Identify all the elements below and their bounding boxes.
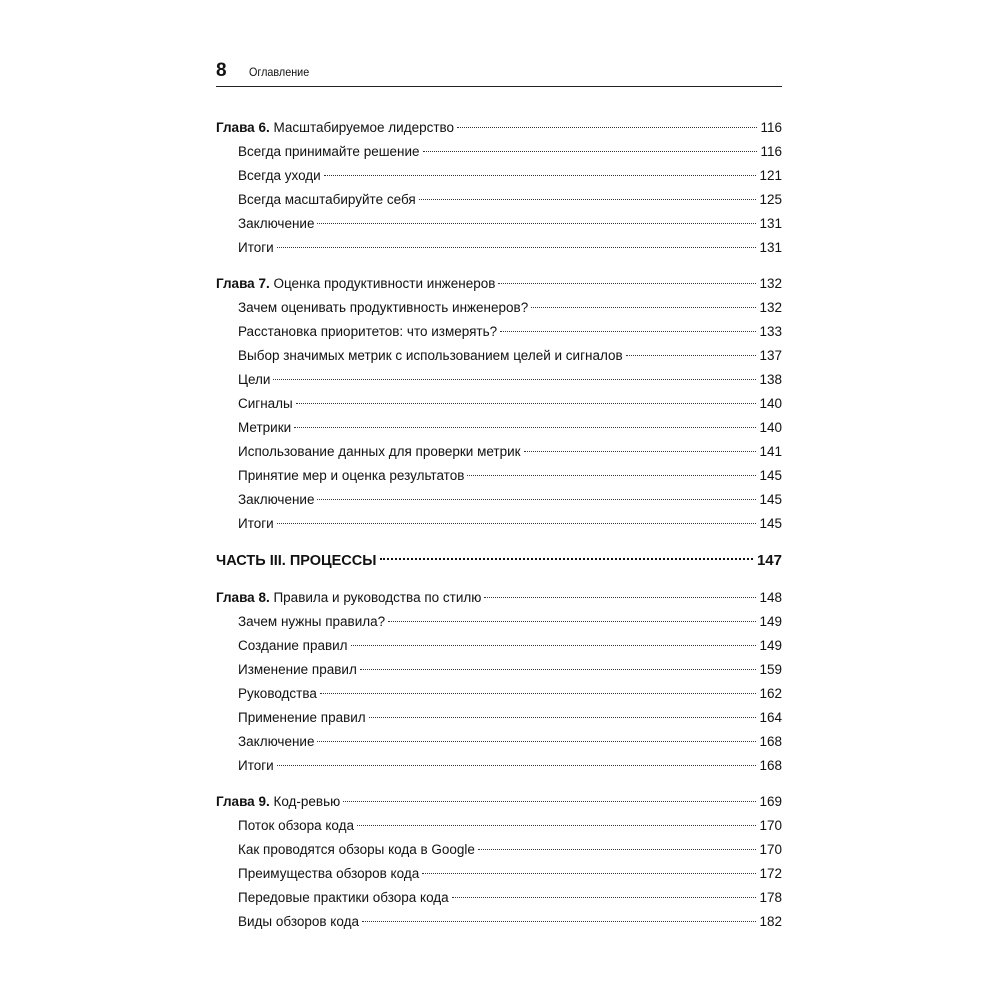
entry-page: 149 — [759, 614, 782, 629]
dot-leader — [296, 403, 757, 404]
entry-title: Сигналы — [238, 396, 293, 411]
entry-title: Зачем оценивать продуктивность инженеров? — [238, 300, 529, 315]
entry-page: 116 — [760, 144, 782, 159]
toc-entry — [216, 730, 782, 754]
entry-page: 131 — [759, 240, 782, 255]
part-page: 147 — [756, 552, 782, 569]
toc-entry — [216, 236, 782, 260]
toc-entry — [216, 368, 782, 392]
toc-chapter — [216, 116, 782, 260]
toc-entry — [216, 706, 782, 730]
page-number: 8 — [216, 60, 227, 81]
entry-page: 140 — [759, 420, 782, 435]
dot-leader — [360, 669, 757, 670]
entry-page: 131 — [759, 216, 782, 231]
entry-title: Заключение — [238, 734, 315, 749]
toc-entry — [216, 392, 782, 416]
chapter-title — [216, 586, 481, 610]
entry-page: 178 — [759, 890, 782, 905]
toc-entry — [216, 814, 782, 838]
toc-entry — [216, 416, 782, 440]
entry-title: Всегда принимайте решение — [238, 144, 420, 159]
toc-entry — [216, 862, 782, 886]
dot-leader — [324, 175, 757, 176]
toc-entry — [216, 610, 782, 634]
dot-leader — [317, 223, 756, 224]
chapter-title — [216, 116, 454, 140]
dot-leader — [357, 825, 756, 826]
dot-leader — [369, 717, 757, 718]
section-gap — [216, 778, 782, 790]
dot-leader — [452, 897, 757, 898]
entry-page: 140 — [759, 396, 782, 411]
entry-title: Расстановка приоритетов: что измерять? — [238, 324, 498, 339]
dot-leader — [277, 247, 757, 248]
toc-chapter — [216, 586, 782, 778]
entry-page: 164 — [759, 710, 782, 725]
toc-entry — [216, 440, 782, 464]
table-of-contents — [216, 116, 782, 934]
toc-entry — [216, 164, 782, 188]
chapter-name: Оценка продуктивности инженеров — [269, 276, 496, 291]
toc-chapter-row — [216, 272, 782, 296]
entry-title: Цели — [238, 372, 271, 387]
section-gap — [216, 536, 782, 546]
entry-title: Итоги — [238, 240, 274, 255]
entry-title: Итоги — [238, 516, 274, 531]
dot-leader — [362, 921, 757, 922]
toc-chapter-row — [216, 586, 782, 610]
toc-entry — [216, 754, 782, 778]
toc-entry — [216, 188, 782, 212]
toc-part-row — [216, 546, 782, 576]
toc-entry — [216, 910, 782, 934]
toc-entry — [216, 634, 782, 658]
toc-entry — [216, 658, 782, 682]
dot-leader — [419, 199, 757, 200]
toc-entry — [216, 886, 782, 910]
chapter-page: 116 — [760, 120, 782, 135]
toc-entry — [216, 212, 782, 236]
dot-leader — [524, 451, 757, 452]
page-header — [216, 58, 782, 87]
entry-page: 172 — [759, 866, 782, 881]
entry-page: 168 — [759, 734, 782, 749]
toc-entry — [216, 464, 782, 488]
dot-leader — [273, 379, 756, 380]
entry-title: Зачем нужны правила? — [238, 614, 386, 629]
entry-page: 182 — [759, 914, 782, 929]
entry-page: 145 — [759, 492, 782, 507]
entry-title: Преимущества обзоров кода — [238, 866, 420, 881]
dot-leader — [500, 331, 756, 332]
dot-leader — [457, 127, 757, 128]
entry-title: Как проводятся обзоры кода в Google — [238, 842, 475, 857]
entry-page: 159 — [759, 662, 782, 677]
entry-title: Метрики — [238, 420, 292, 435]
entry-title: Заключение — [238, 492, 315, 507]
chapter-title — [216, 790, 340, 814]
dot-leader — [467, 475, 756, 476]
part-title: ЧАСТЬ III. ПРОЦЕССЫ — [216, 553, 377, 569]
entry-page: 121 — [759, 168, 782, 183]
dot-leader — [626, 355, 757, 356]
entry-title: Виды обзоров кода — [238, 914, 359, 929]
dot-leader — [388, 621, 756, 622]
section-gap — [216, 260, 782, 272]
entry-page: 141 — [759, 444, 782, 459]
entry-page: 125 — [759, 192, 782, 207]
toc-chapter — [216, 272, 782, 536]
chapter-page: 148 — [759, 590, 782, 605]
dot-leader — [343, 801, 756, 802]
dot-leader — [531, 307, 756, 308]
chapter-name: Масштабируемое лидерство — [269, 120, 455, 135]
toc-chapter — [216, 790, 782, 934]
chapter-label: Глава 8. — [216, 590, 270, 605]
dot-leader — [294, 427, 756, 428]
chapter-label: Глава 6. — [216, 120, 270, 135]
entry-page: 170 — [759, 818, 782, 833]
entry-page: 145 — [759, 468, 782, 483]
dot-leader — [498, 283, 756, 284]
entry-page: 133 — [759, 324, 782, 339]
entry-title: Итоги — [238, 758, 274, 773]
dot-leader — [478, 849, 757, 850]
entry-page: 138 — [759, 372, 782, 387]
entry-title: Передовые практики обзора кода — [238, 890, 449, 905]
dot-leader — [317, 499, 756, 500]
chapter-page: 132 — [759, 276, 782, 291]
toc-entry — [216, 512, 782, 536]
dot-leader — [277, 523, 757, 524]
dot-leader — [380, 558, 753, 560]
dot-leader — [317, 741, 756, 742]
entry-title: Выбор значимых метрик с использованием целей и сигналов — [238, 348, 623, 363]
entry-page: 168 — [759, 758, 782, 773]
chapter-page: 169 — [759, 794, 782, 809]
toc-entry — [216, 488, 782, 512]
chapter-name: Код-ревью — [269, 794, 341, 809]
toc-entry — [216, 320, 782, 344]
running-title: Оглавление — [248, 65, 309, 79]
toc-entry — [216, 682, 782, 706]
dot-leader — [320, 693, 757, 694]
entry-title: Заключение — [238, 216, 315, 231]
section-gap — [216, 576, 782, 586]
dot-leader — [423, 151, 758, 152]
entry-title: Принятие мер и оценка результатов — [238, 468, 465, 483]
entry-page: 162 — [759, 686, 782, 701]
entry-title: Всегда уходи — [238, 168, 321, 183]
chapter-label: Глава 9. — [216, 794, 270, 809]
dot-leader — [422, 873, 756, 874]
entry-title: Изменение правил — [238, 662, 357, 677]
dot-leader — [277, 765, 757, 766]
entry-title: Использование данных для проверки метрик — [238, 444, 521, 459]
entry-title: Поток обзора кода — [238, 818, 355, 833]
toc-entry — [216, 838, 782, 862]
entry-page: 132 — [759, 300, 782, 315]
toc-chapter-row — [216, 116, 782, 140]
dot-leader — [351, 645, 757, 646]
chapter-title — [216, 272, 495, 296]
toc-chapter-row — [216, 790, 782, 814]
entry-page: 137 — [759, 348, 782, 363]
entry-title: Применение правил — [238, 710, 366, 725]
toc-entry — [216, 296, 782, 320]
entry-title: Руководства — [238, 686, 317, 701]
toc-entry — [216, 140, 782, 164]
chapter-label: Глава 7. — [216, 276, 270, 291]
toc-entry — [216, 344, 782, 368]
entry-page: 145 — [759, 516, 782, 531]
entry-title: Всегда масштабируйте себя — [238, 192, 416, 207]
dot-leader — [484, 597, 756, 598]
entry-page: 149 — [759, 638, 782, 653]
entry-title: Создание правил — [238, 638, 348, 653]
entry-page: 170 — [759, 842, 782, 857]
chapter-name: Правила и руководства по стилю — [269, 590, 482, 605]
